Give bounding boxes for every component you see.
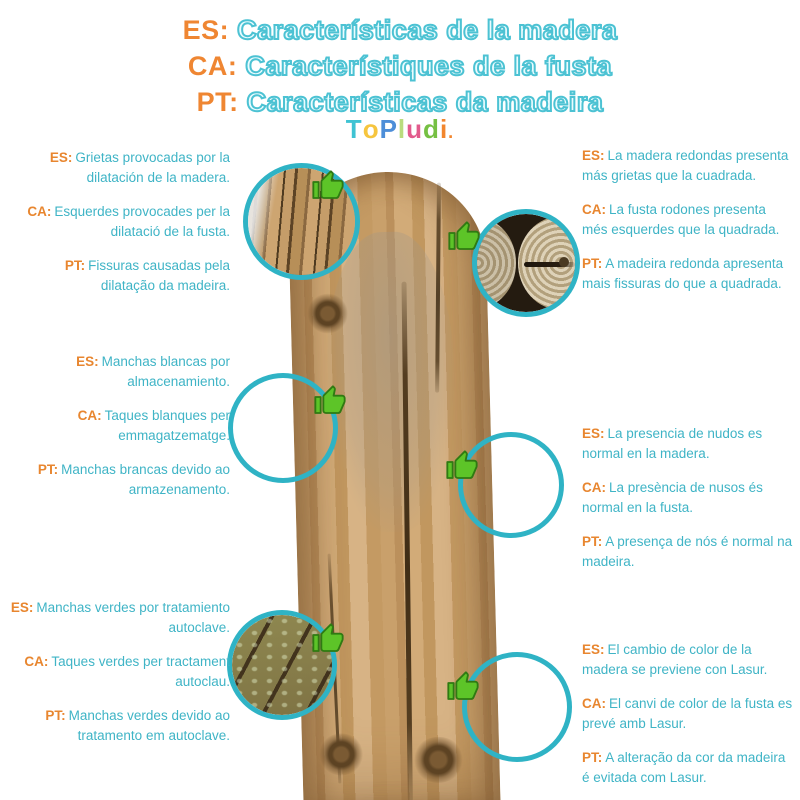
annotation-white-stains <box>10 352 230 514</box>
lang-label: CA: <box>582 480 606 496</box>
lang-label: CA: <box>77 408 102 424</box>
annotation-text: La presència de nusos és normal en la fusta. <box>582 480 763 515</box>
thumbs-up-icon <box>448 221 480 253</box>
lang-label: PT: <box>37 462 59 478</box>
log-knot <box>412 736 465 783</box>
annotation-item-pt <box>582 532 794 571</box>
logo-letter: o <box>362 114 380 144</box>
title-text-ca: Característiques de la fusta <box>245 51 613 81</box>
annotation-text: Manchas verdes devido ao tratamento em autoclave. <box>68 708 230 743</box>
callout-round-log-end-detail <box>472 209 580 317</box>
lang-label: CA: <box>24 654 49 670</box>
annotation-knots <box>582 424 794 586</box>
annotation-cracks <box>10 148 230 310</box>
callout-knot-detail <box>458 432 564 538</box>
annotation-text: El canvi de color de la fusta es prevé amb Lasur. <box>582 696 793 731</box>
thumbs-up-icon <box>314 385 346 417</box>
annotation-text: La fusta rodones presenta més esquerdes que la quadrada. <box>582 202 780 237</box>
annotation-text: La madera redondas presenta más grietas que la cuadrada. <box>582 148 789 183</box>
lang-label: ES: <box>76 354 99 369</box>
lang-label: PT: <box>64 258 86 274</box>
annotation-item-pt <box>582 748 794 787</box>
annotation-text: El cambio de color de la madera se previene con Lasur. <box>582 642 768 677</box>
annotation-item-ca <box>10 202 230 241</box>
title-lang-pt: PT: <box>196 87 239 117</box>
annotation-item-pt <box>10 256 230 295</box>
thumbs-up-icon <box>446 450 478 482</box>
lang-label: CA: <box>582 696 606 712</box>
annotation-item-ca <box>10 406 230 445</box>
annotation-color-change <box>582 640 794 800</box>
log-knot <box>317 733 364 776</box>
annotation-item-ca <box>10 652 230 691</box>
annotation-item-ca <box>582 200 794 239</box>
logo-letter: P <box>379 114 398 144</box>
brand-logo <box>0 114 800 145</box>
annotation-round-vs-square <box>582 146 794 308</box>
logo-letter: u <box>406 114 424 144</box>
title-text-pt: Características da madeira <box>246 87 604 117</box>
annotation-green-stains <box>10 598 230 760</box>
lang-label: CA: <box>582 202 606 218</box>
title-line-ca <box>0 48 800 84</box>
annotation-item-es <box>10 352 230 391</box>
callout-planks-detail <box>462 652 572 762</box>
annotation-item-ca <box>582 694 794 733</box>
annotation-item-es <box>582 146 794 185</box>
thumbs-up-icon <box>312 170 344 202</box>
annotation-item-es <box>10 598 230 637</box>
lang-label: PT: <box>582 750 603 766</box>
annotation-text: A presença de nós é normal na madeira. <box>582 534 793 569</box>
annotation-item-es <box>582 424 794 463</box>
annotation-text: Manchas blancas por almacenamiento. <box>101 354 230 389</box>
annotation-item-pt <box>582 254 794 293</box>
thumbs-up-icon <box>312 623 344 655</box>
logo-letter: d <box>423 114 440 144</box>
title-text-es: Características de la madera <box>237 15 618 45</box>
lang-label: PT: <box>582 256 603 272</box>
planks-photo <box>467 657 567 757</box>
annotation-text: Esquerdes provocades per la dilatació de la fusta. <box>54 204 230 239</box>
title-lang-es: ES: <box>182 15 230 45</box>
annotation-item-pt <box>10 706 230 745</box>
logo-period: . <box>448 122 455 142</box>
lang-label: ES: <box>582 148 605 163</box>
title-lang-ca: CA: <box>187 51 238 81</box>
annotation-text: Manchas brancas devido ao armazenamento. <box>61 462 230 497</box>
title-line-es <box>0 12 800 48</box>
annotation-text: Grietas provocadas por la dilatación de la madera. <box>75 150 230 185</box>
annotation-text: Fissuras causadas pela dilatação da madeira. <box>88 258 230 293</box>
lang-label: PT: <box>45 708 66 724</box>
logo-letter: i <box>439 114 449 144</box>
annotation-item-ca <box>582 478 794 517</box>
annotation-text: La presencia de nudos es normal en la madera. <box>582 426 763 461</box>
lang-label: CA: <box>27 204 52 220</box>
thumbs-up-icon <box>447 671 479 703</box>
round-log-end-photo <box>477 214 575 312</box>
annotation-item-es <box>582 640 794 679</box>
annotation-item-es <box>10 148 230 187</box>
lang-label: ES: <box>582 642 605 657</box>
lang-label: ES: <box>49 150 73 165</box>
logo-letter: l <box>397 114 407 144</box>
annotation-text: Taques verdes per tractament autoclau. <box>51 654 230 689</box>
annotation-text: A madeira redonda apresenta mais fissuras do que a quadrada. <box>582 256 784 291</box>
annotation-text: Manchas verdes por tratamiento autoclave. <box>36 600 230 635</box>
annotation-text: Taques blanques per emmagatzematge. <box>104 408 230 443</box>
page-title <box>0 12 800 120</box>
logo-letter: T <box>345 114 363 144</box>
lang-label: ES: <box>582 426 605 441</box>
lang-label: ES: <box>10 600 34 615</box>
annotation-text: A alteração da cor da madeira é evitada com Lasur. <box>582 750 786 785</box>
annotation-item-pt <box>10 460 230 499</box>
lang-label: PT: <box>582 534 603 550</box>
